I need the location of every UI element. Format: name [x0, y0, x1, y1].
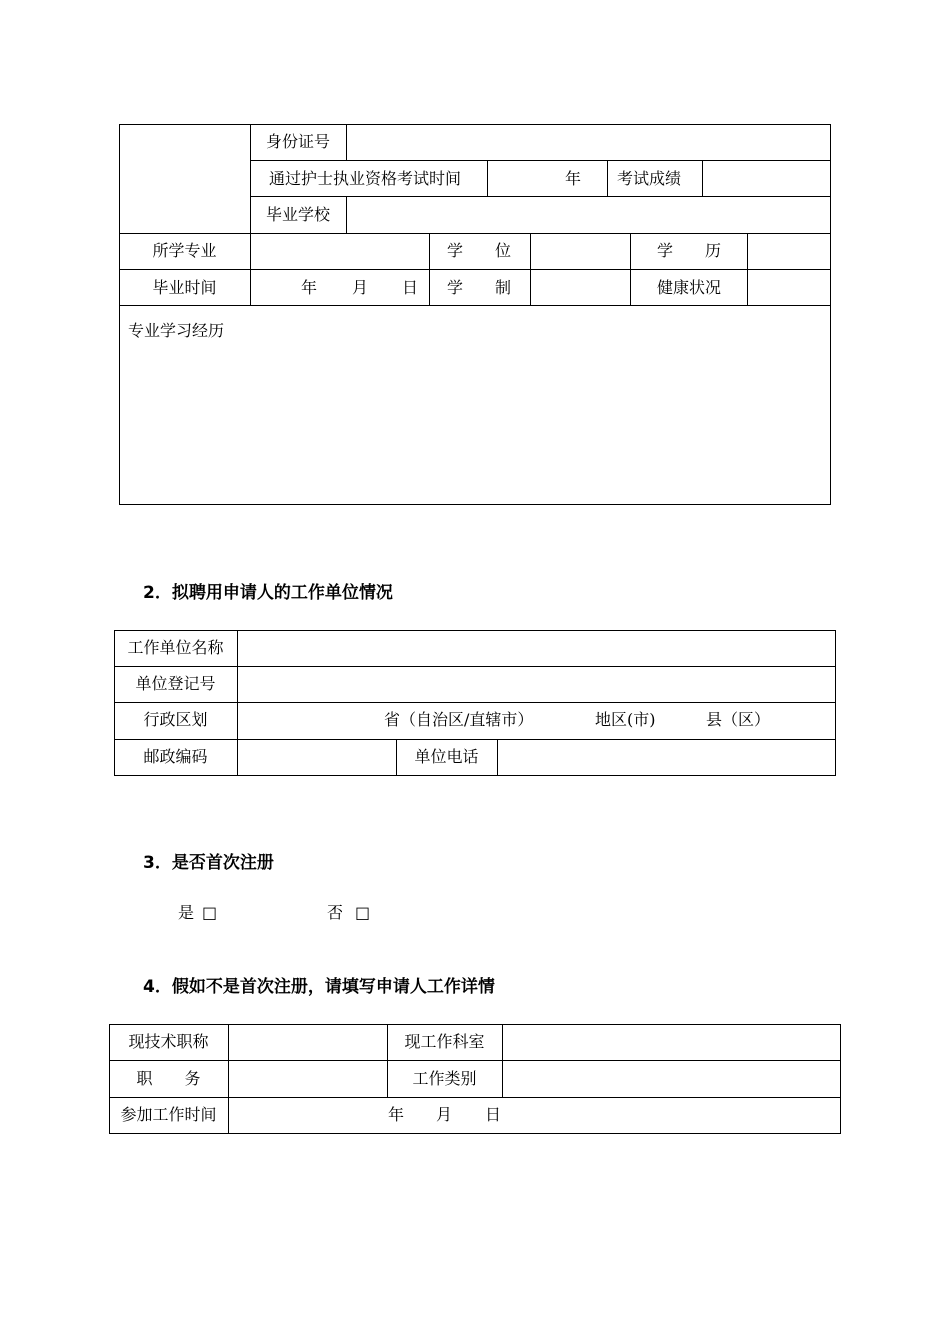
start-year-unit: 年 [388, 1105, 405, 1124]
county-text: 县（区） [706, 710, 771, 729]
grad-day-unit: 日 [402, 278, 419, 297]
exam-year-field[interactable] [488, 161, 558, 196]
start-day-unit: 日 [485, 1105, 502, 1124]
unit-phone-field[interactable] [498, 740, 835, 775]
start-work-date-field[interactable] [229, 1098, 840, 1133]
tech-title-label: 现技术职称 [128, 1032, 209, 1051]
position-label: 职 务 [136, 1069, 201, 1088]
exam-year-unit: 年 [565, 169, 582, 188]
yes-checkbox[interactable]: □ [202, 903, 218, 922]
current-dept-field[interactable] [503, 1025, 840, 1060]
section-4-heading: 4．假如不是首次注册，请填写申请人工作详情 [143, 977, 495, 997]
education-label: 学 历 [657, 241, 722, 260]
unit-reg-field[interactable] [238, 667, 835, 702]
school-label: 毕业学校 [266, 205, 331, 224]
grad-year-unit: 年 [301, 278, 318, 297]
work-type-label: 工作类别 [412, 1069, 477, 1088]
unit-reg-label: 单位登记号 [135, 674, 216, 693]
unit-phone-label: 单位电话 [414, 747, 479, 766]
postcode-field[interactable] [238, 740, 396, 775]
id-number-field[interactable] [347, 125, 830, 160]
study-history-label: 专业学习经历 [128, 321, 225, 340]
exam-score-label: 考试成绩 [617, 169, 682, 188]
district-text: 地区(市) [595, 710, 656, 729]
health-label: 健康状况 [657, 278, 722, 297]
region-field[interactable] [238, 703, 835, 739]
employer-name-label: 工作单位名称 [127, 638, 224, 657]
postcode-label: 邮政编码 [143, 747, 208, 766]
grad-date-field[interactable] [251, 270, 429, 305]
major-label: 所学专业 [152, 241, 217, 260]
province-text: 省（自治区/直辖市） [384, 710, 534, 729]
row-divider [119, 305, 831, 306]
col-divider [429, 233, 430, 306]
schooling-label: 学 制 [447, 278, 512, 297]
region-label: 行政区划 [143, 710, 208, 729]
health-field[interactable] [748, 270, 830, 305]
no-label: 否 [327, 903, 344, 922]
schooling-field[interactable] [531, 270, 630, 305]
col-divider [630, 233, 631, 306]
degree-field[interactable] [531, 234, 630, 269]
exam-time-label: 通过护士执业资格考试时间 [269, 169, 462, 188]
tech-title-field[interactable] [229, 1025, 387, 1060]
col-divider [607, 160, 608, 196]
employer-name-field[interactable] [238, 631, 835, 666]
position-field[interactable] [229, 1061, 387, 1097]
exam-score-field[interactable] [703, 161, 830, 196]
section-3-heading: 3．是否首次注册 [143, 853, 274, 873]
current-dept-label: 现工作科室 [404, 1032, 485, 1051]
section-2-heading: 2．拟聘用申请人的工作单位情况 [143, 583, 393, 603]
grad-time-label: 毕业时间 [152, 278, 217, 297]
no-checkbox[interactable]: □ [355, 903, 371, 922]
grad-month-unit: 月 [352, 278, 369, 297]
id-number-label: 身份证号 [266, 132, 331, 151]
start-month-unit: 月 [436, 1105, 453, 1124]
education-field[interactable] [748, 234, 830, 269]
work-type-field[interactable] [503, 1061, 840, 1097]
study-history-field[interactable] [120, 345, 830, 504]
major-field[interactable] [251, 234, 429, 269]
start-work-time-label: 参加工作时间 [120, 1105, 217, 1124]
degree-label: 学 位 [447, 241, 512, 260]
yes-label: 是 [178, 903, 195, 922]
row-divider [119, 233, 831, 234]
school-field[interactable] [347, 197, 830, 233]
row-divider [119, 269, 831, 270]
